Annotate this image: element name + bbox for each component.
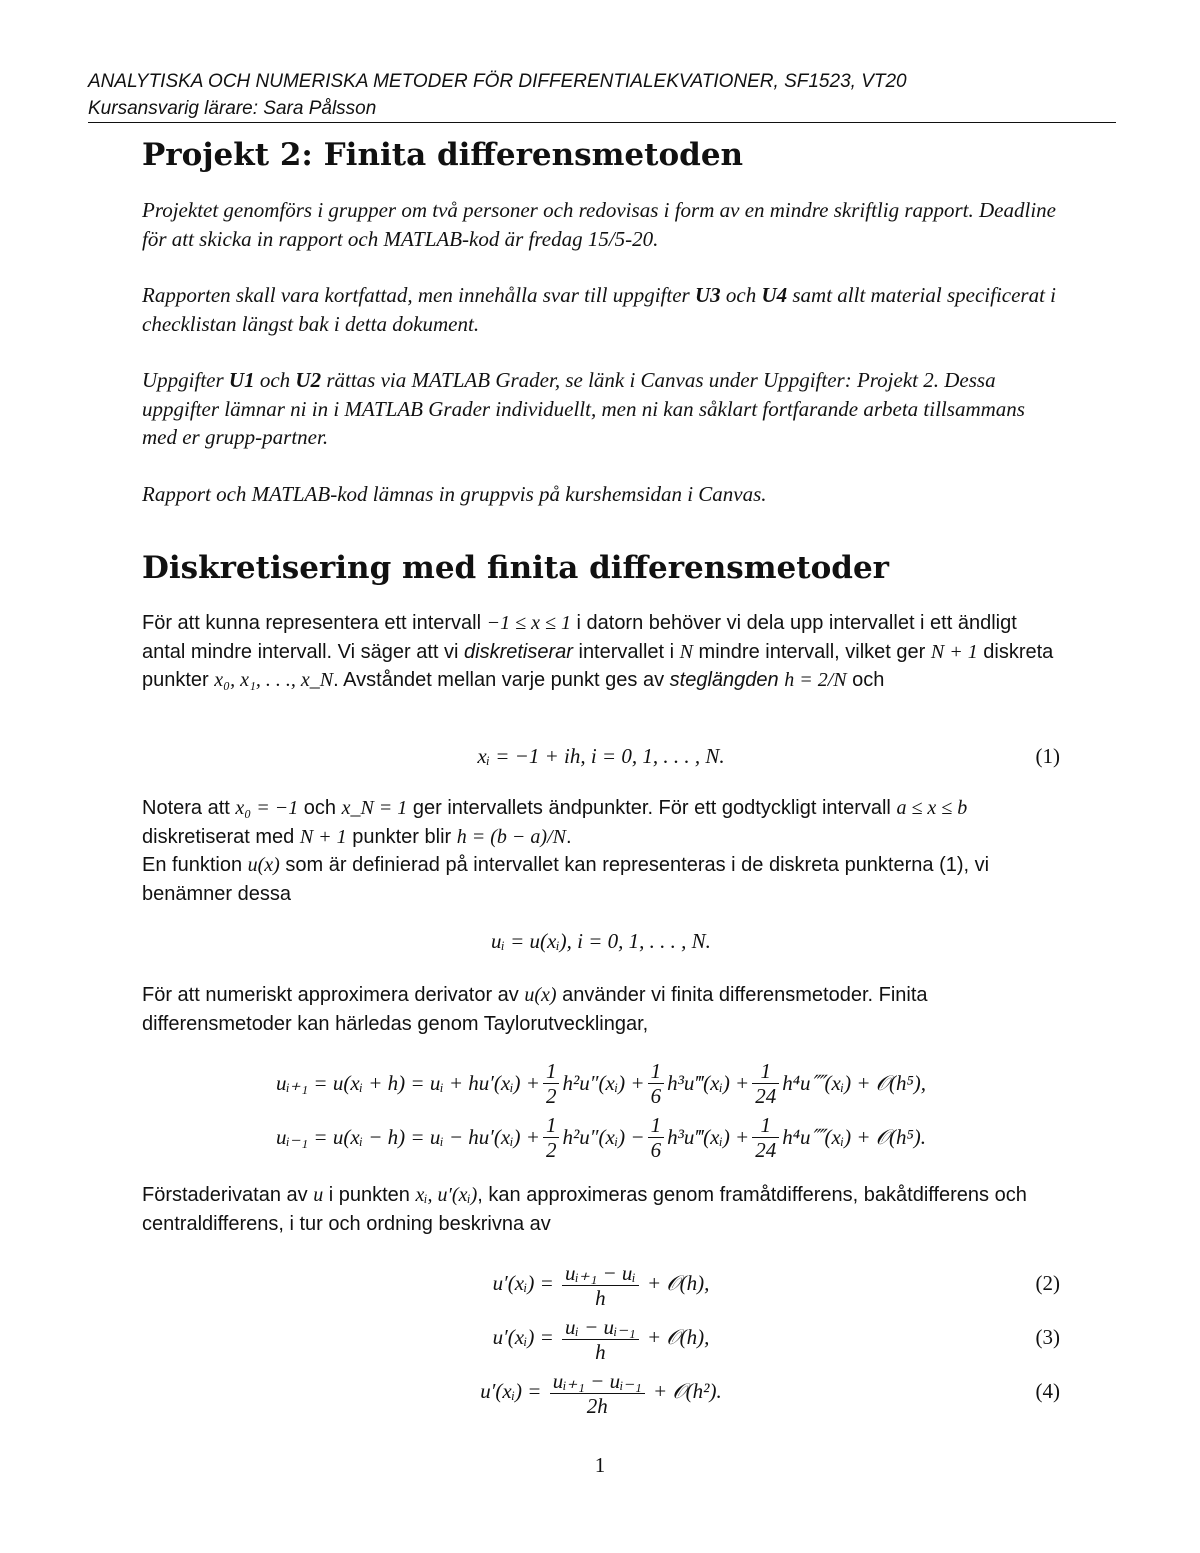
math-inline: N + 1 [930,640,978,663]
numerator: uᵢ₊₁ − uᵢ₋₁ [550,1369,645,1394]
text-run: rättas via MATLAB Grader, se länk i Canvas under Uppgifter: Projekt 2. Dessa uppgifter lämnar ni in i MATLAB Grader individuellt, men ni kan såklart fortfarande arbeta tillsammans med er grupp-partner. [142,368,1025,449]
equation-number: (4) [1035,1379,1060,1403]
denominator: 2 [545,1083,557,1108]
course-title: ANALYTISKA OCH NUMERISKA METODER FÖR DIFFERENTIALEKVATIONER, SF1523, VT20 [88,71,907,92]
math-inline: N [679,640,693,663]
equation-expression [142,1364,1060,1418]
text-run: , kan approximeras genom framåtdifferens, bakåtdifferens och centraldifferens, i tur och ordning beskrivna av [142,1184,1027,1235]
text-run: och [298,797,342,819]
math-term: h²u″(xᵢ) + [562,1070,645,1095]
denominator: 6 [650,1083,662,1108]
text-run: . [565,825,572,848]
numerator: uᵢ₊₁ − uᵢ [562,1261,639,1286]
text-run: För att kunna representera ett intervall [142,612,487,634]
math-term: uᵢ₊₁ = u(xᵢ + h) = uᵢ + hu′(xᵢ) + [275,1070,540,1095]
text-run: ger intervallets ändpunkter. För ett godtyckligt intervall [407,797,897,819]
math-inline: u [313,1184,324,1206]
text-run: Notera att [142,797,236,819]
numerator: 1 [543,1059,560,1084]
fraction [648,1059,665,1108]
section-paragraph-3 [142,851,1060,908]
math-term: + 𝒪(h), [641,1271,710,1295]
text-run: som är definierad på intervallet kan representeras i de diskreta punkterna (1), vi benämner dessa [142,854,990,905]
numerator: 1 [752,1113,779,1138]
text-run: i datorn behöver vi dela upp intervallet i ett ändligt antal mindre intervall. Vi säger att vi [142,612,1017,663]
running-header [88,68,1116,122]
section-paragraph-5 [142,1181,1060,1238]
math-term: h³u‴(xᵢ) + [667,1070,750,1095]
fraction [550,1369,645,1418]
section-paragraph-1 [142,609,1060,695]
numerator: 1 [752,1059,779,1084]
math-inline: a ≤ x ≤ b [896,797,968,819]
intro-paragraph-4: Rapport och MATLAB-kod lämnas in gruppvis på kurshemsidan i Canvas. [142,482,767,506]
math-term: h⁴u⁗(xᵢ) + 𝒪(h⁵), [782,1070,927,1095]
math-term: h⁴u⁗(xᵢ) + 𝒪(h⁵). [782,1124,927,1149]
text-run: och [846,669,885,691]
equation-number: (3) [1035,1325,1060,1349]
math-inline: −1 ≤ x ≤ 1 [486,612,571,634]
equation-expression: xᵢ = −1 + ih, i = 0, 1, . . . , N. [477,744,725,768]
task-label-u4: U4 [761,283,788,307]
denominator: h [595,1285,606,1310]
math-term: + 𝒪(h), [641,1325,710,1349]
denominator: 24 [755,1083,777,1108]
fraction [543,1113,560,1162]
text-run: i punkten [323,1184,416,1206]
math-inline: h = (b − a)/N [456,825,566,848]
equation-expression [142,1310,1060,1364]
math-term: + 𝒪(h²). [647,1379,722,1403]
equation-number: (2) [1035,1271,1060,1295]
text-run: Rapporten skall vara kortfattad, men innehålla svar till uppgifter [142,283,695,307]
equation-ui [142,929,1060,959]
denominator: 24 [755,1137,777,1162]
task-label-u3: U3 [694,283,721,307]
math-term: h³u‴(xᵢ) + [667,1124,750,1149]
header-rule [88,122,1116,123]
equation-expression [142,1256,1060,1310]
numerator: 1 [648,1113,665,1138]
math-inline: u(x) [247,854,280,876]
math-inline: h = 2/N [784,669,847,691]
text-run: . Avståndet mellan varje punkt ges av [333,669,670,691]
text-run: Förstaderivatan av [142,1184,314,1206]
equation-2 [142,1256,1060,1310]
text-run: diskreta punkter [142,640,1054,691]
equation-expression: uᵢ = u(xᵢ), i = 0, 1, . . . , N. [491,929,711,953]
fraction [752,1059,779,1108]
fraction [562,1315,639,1364]
denominator: h [595,1339,606,1364]
math-inline: xᵢ, u′(xᵢ) [415,1184,478,1206]
section-title: Diskretisering med finita differensmetoder [142,550,889,586]
text-run: Uppgifter [142,368,229,392]
math-inline: x₀ = −1 [235,797,299,819]
intro-paragraph-2 [142,281,1060,338]
equation-number: (1) [1035,744,1060,768]
equation-3 [142,1310,1060,1364]
task-label-u1: U1 [228,368,255,392]
math-inline: x₀, x₁, . . ., x_N [214,669,334,691]
equation-4 [142,1364,1060,1418]
math-term: u′(xᵢ) = [480,1379,547,1403]
text-run: samt allt material specificerat i checklistan längst bak i detta dokument. [142,283,1057,336]
text-run: En funktion [142,854,248,876]
page-title: Projekt 2: Finita differensmetoden [142,137,744,173]
numerator: uᵢ − uᵢ₋₁ [562,1315,639,1340]
fraction [543,1059,560,1108]
course-teacher: Kursansvarig lärare: Sara Pålsson [88,98,377,119]
denominator: 6 [650,1137,662,1162]
fraction [752,1113,779,1162]
taylor-expansions [142,1056,1060,1164]
fraction [562,1261,639,1310]
emphasis: steglängden [669,669,779,691]
math-term: u′(xᵢ) = [492,1271,560,1295]
math-inline: x_N = 1 [341,797,408,819]
numerator: 1 [543,1113,560,1138]
denominator: 2 [545,1137,557,1162]
text-run: punkter blir [346,825,457,848]
text-run: För att numeriskt approximera derivator av [142,984,525,1006]
math-inline: u(x) [524,984,557,1006]
taylor-row-backward [142,1110,1060,1164]
math-term: uᵢ₋₁ = u(xᵢ − h) = uᵢ − hu′(xᵢ) + [275,1124,540,1149]
text-run: mindre intervall, vilket ger [693,640,931,663]
equation-1 [142,744,1060,774]
fraction [648,1113,665,1162]
emphasis: diskretiserar [464,640,573,663]
math-term: h²u″(xᵢ) − [562,1124,645,1149]
numerator: 1 [648,1059,665,1084]
section-paragraph-2 [142,794,1060,851]
page-number: 1 [594,1453,606,1477]
taylor-row-forward [142,1056,1060,1110]
text-run: och [254,368,296,392]
math-term: u′(xᵢ) = [492,1325,560,1349]
math-inline: N + 1 [299,825,347,848]
text-run: intervallet i [572,640,680,663]
text-run: och [720,283,762,307]
section-paragraph-4 [142,981,1060,1038]
task-label-u2: U2 [295,368,322,392]
denominator: 2h [586,1393,608,1418]
text-run: använder vi finita differensmetoder. Finita differensmetoder kan härledas genom Taylorutvecklingar, [142,984,928,1035]
text-run: diskretiserat med [142,825,300,848]
intro-paragraph-3 [142,366,1060,452]
intro-paragraph-1: Projektet genomförs i grupper om två personer och redovisas i form av en mindre skriftlig rapport. Deadline för att skicka in rapport och MATLAB-kod är fredag 15/5-20. [142,198,1056,251]
